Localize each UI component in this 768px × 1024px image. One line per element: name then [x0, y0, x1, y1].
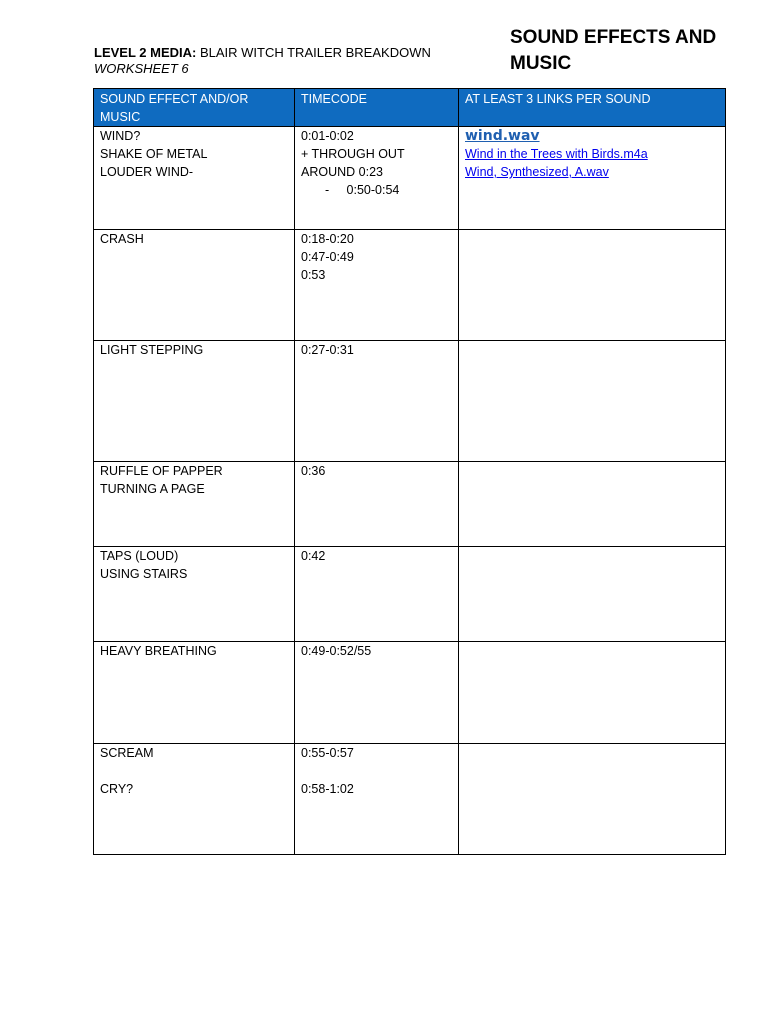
table-header-row: [94, 89, 726, 127]
effect-cell: [94, 341, 295, 462]
effect-cell-line: SCREAM: [100, 746, 154, 760]
links-cell: [459, 744, 726, 855]
timecode-cell-line: 0:53: [301, 268, 326, 282]
timecode-cell: [295, 547, 459, 642]
timecode-cell-line: 0:55-0:57: [301, 746, 354, 760]
timecode-cell: [295, 744, 459, 855]
effect-cell: [94, 744, 295, 855]
level-label: LEVEL 2 MEDIA:: [94, 45, 197, 60]
blank-line: [301, 762, 452, 780]
timecode-cell-line: 0:27-0:31: [301, 343, 354, 357]
effect-cell-line: CRY?: [100, 782, 134, 796]
timecode-cell: [295, 230, 459, 341]
effect-cell: [94, 127, 295, 230]
effect-cell-line: CRASH: [100, 232, 144, 246]
timecode-cell-line: 0:42: [301, 549, 326, 563]
effect-cell: [94, 230, 295, 341]
worksheet-label: WORKSHEET 6: [94, 61, 189, 76]
timecode-cell-line: 0:18-0:20: [301, 232, 354, 246]
timecode-cell-line: 0:49-0:52/55: [301, 644, 372, 658]
effect-cell-line: LOUDER WIND-: [100, 165, 194, 179]
timecode-cell: [295, 642, 459, 744]
links-cell: [459, 341, 726, 462]
table-row: [94, 341, 726, 462]
page-title: SOUND EFFECTS AND MUSIC: [510, 27, 717, 74]
table-row: [94, 127, 726, 230]
trailer-title: BLAIR WITCH TRAILER BREAKDOWN: [196, 45, 431, 60]
table-row: [94, 642, 726, 744]
effect-cell-line: LIGHT STEPPING: [100, 343, 204, 357]
timecode-cell-line: 0:58-1:02: [301, 782, 354, 796]
effect-cell: [94, 547, 295, 642]
sound-link[interactable]: Wind in the Trees with Birds.m4a: [465, 147, 648, 161]
effect-cell-line: WIND?: [100, 129, 141, 143]
document-header: [94, 45, 431, 77]
effect-cell-line: TAPS (LOUD): [100, 549, 179, 563]
timecode-cell: [295, 462, 459, 547]
timecode-cell-line: 0:36: [301, 464, 326, 478]
blank-line: [100, 762, 288, 780]
timecode-cell: [295, 341, 459, 462]
table-row: [94, 462, 726, 547]
links-cell: [459, 127, 726, 230]
table-row: [94, 744, 726, 855]
links-cell: [459, 462, 726, 547]
links-cell: [459, 547, 726, 642]
column-header-links: AT LEAST 3 LINKS PER SOUND: [459, 89, 726, 127]
sound-link[interactable]: Wind, Synthesized, A.wav: [465, 165, 609, 179]
timecode-cell-line: AROUND 0:23: [301, 165, 383, 179]
column-header-timecode: TIMECODE: [295, 89, 459, 127]
sound-breakdown-table: [93, 88, 726, 855]
timecode-cell: [295, 127, 459, 230]
table-row: [94, 230, 726, 341]
effect-cell-line: TURNING A PAGE: [100, 482, 205, 496]
effect-cell-line: RUFFLE OF PAPPER: [100, 464, 223, 478]
timecode-cell-line: 0:47-0:49: [301, 250, 354, 264]
effect-cell-line: USING STAIRS: [100, 567, 188, 581]
timecode-cell-line: 0:01-0:02: [301, 129, 354, 143]
sound-link[interactable]: wind.wav: [465, 128, 540, 144]
timecode-cell-line: + THROUGH OUT: [301, 147, 405, 161]
links-cell: [459, 642, 726, 744]
column-header-effect: SOUND EFFECT AND/OR MUSIC: [94, 89, 295, 127]
effect-cell-line: HEAVY BREATHING: [100, 644, 217, 658]
timecode-cell-line: - 0:50-0:54: [325, 183, 400, 197]
links-cell: [459, 230, 726, 341]
effect-cell: [94, 462, 295, 547]
table-row: [94, 547, 726, 642]
effect-cell-line: SHAKE OF METAL: [100, 147, 208, 161]
effect-cell: [94, 642, 295, 744]
